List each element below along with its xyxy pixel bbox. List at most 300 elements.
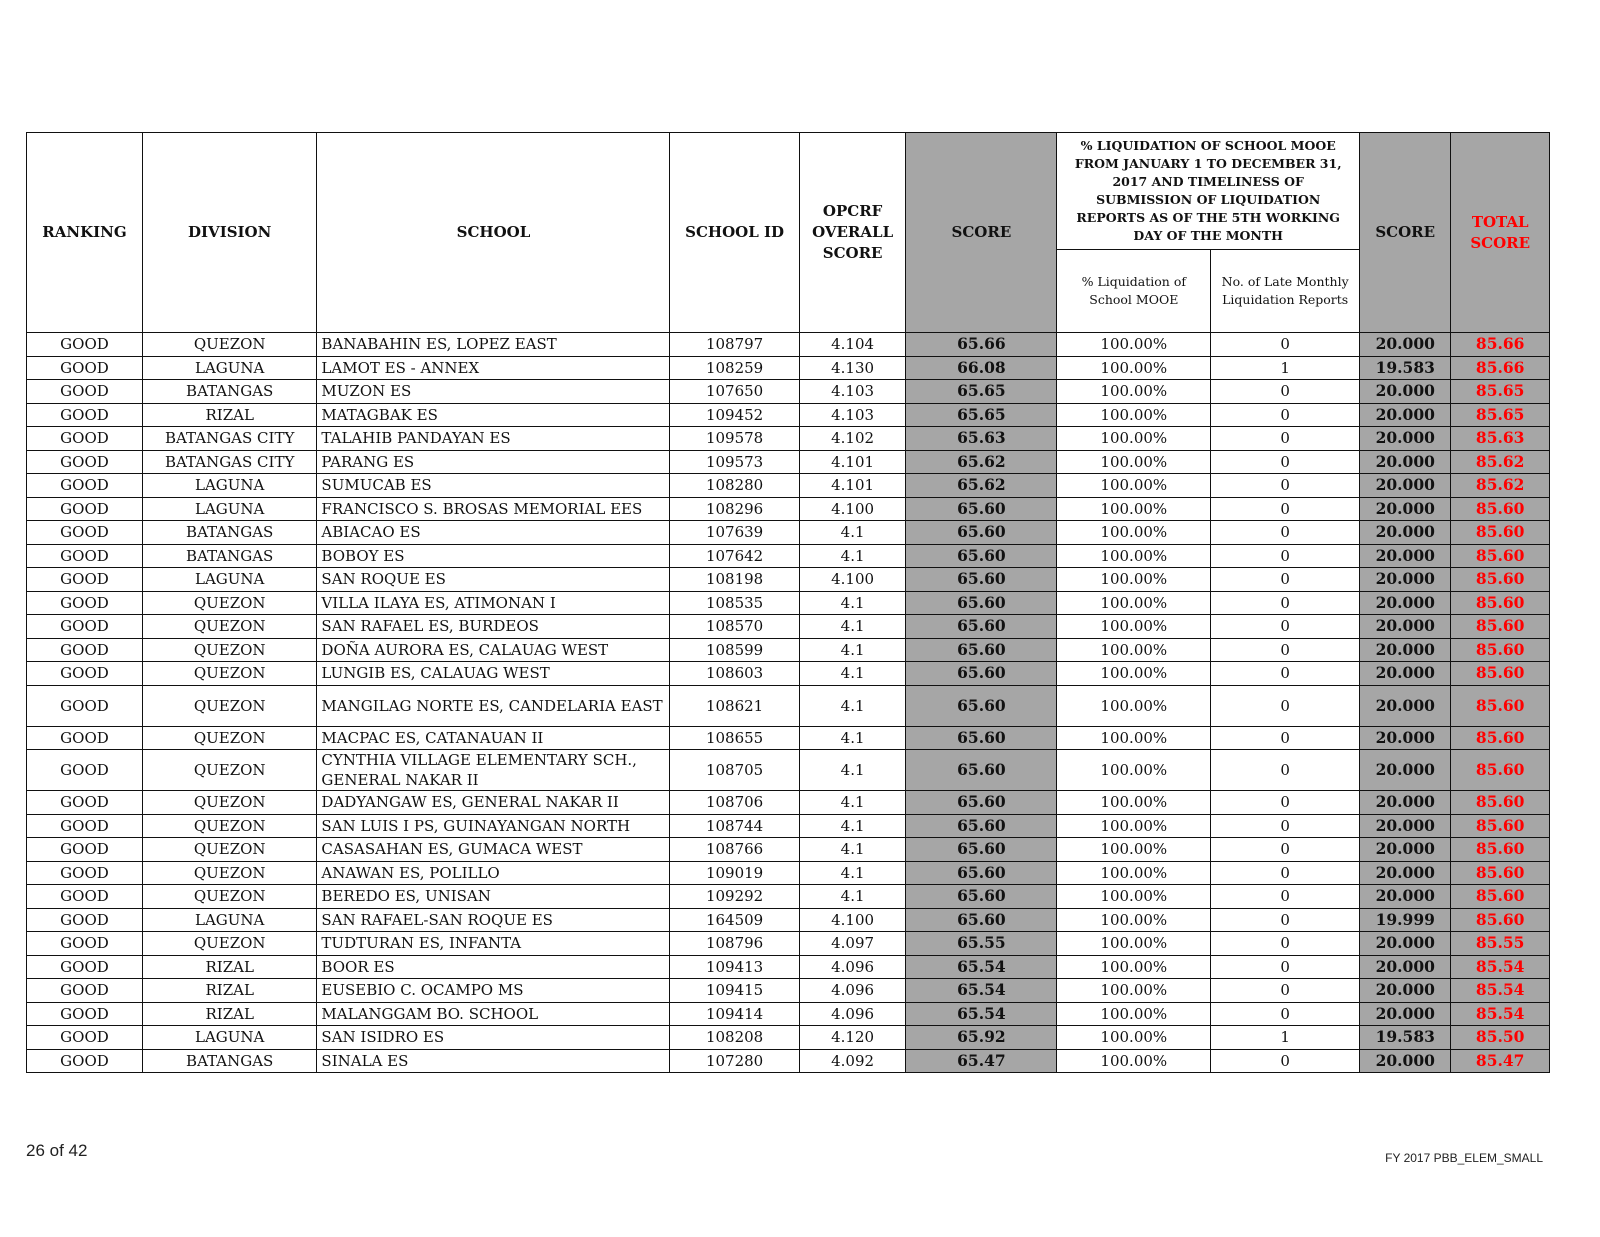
cell-opcrf: 4.1 (799, 885, 906, 909)
cell-opcrf: 4.1 (799, 861, 906, 885)
cell-late-reports: 0 (1211, 638, 1360, 662)
header-late-reports: No. of Late Monthly Liquidation Reports (1211, 250, 1360, 333)
cell-total-score: 85.60 (1451, 544, 1550, 568)
cell-school: SAN ROQUE ES (317, 568, 670, 592)
cell-total-score: 85.60 (1451, 861, 1550, 885)
cell-liquidation: 100.00% (1057, 1002, 1211, 1026)
cell-score2: 20.000 (1360, 568, 1451, 592)
cell-opcrf: 4.103 (799, 380, 906, 404)
cell-late-reports: 1 (1211, 356, 1360, 380)
cell-division: BATANGAS CITY (142, 427, 316, 451)
cell-score: 65.60 (906, 521, 1057, 545)
cell-liquidation: 100.00% (1057, 356, 1211, 380)
cell-school-id: 108603 (670, 662, 799, 686)
cell-school: BANABAHIN ES, LOPEZ EAST (317, 333, 670, 357)
cell-total-score: 85.66 (1451, 333, 1550, 357)
cell-score2: 19.999 (1360, 908, 1451, 932)
cell-total-score: 85.60 (1451, 521, 1550, 545)
cell-late-reports: 0 (1211, 474, 1360, 498)
table-row (27, 380, 1550, 404)
cell-total-score: 85.63 (1451, 427, 1550, 451)
cell-score: 65.60 (906, 750, 1057, 791)
cell-score: 65.47 (906, 1049, 1057, 1073)
cell-score2: 20.000 (1360, 544, 1451, 568)
cell-opcrf: 4.1 (799, 685, 906, 726)
cell-school: LAMOT ES - ANNEX (317, 356, 670, 380)
cell-late-reports: 0 (1211, 1049, 1360, 1073)
cell-late-reports: 0 (1211, 403, 1360, 427)
cell-school-id: 109292 (670, 885, 799, 909)
cell-liquidation: 100.00% (1057, 908, 1211, 932)
cell-total-score: 85.55 (1451, 932, 1550, 956)
cell-opcrf: 4.092 (799, 1049, 906, 1073)
cell-score: 65.60 (906, 791, 1057, 815)
cell-score2: 20.000 (1360, 380, 1451, 404)
cell-opcrf: 4.104 (799, 333, 906, 357)
cell-liquidation: 100.00% (1057, 662, 1211, 686)
cell-total-score: 85.60 (1451, 726, 1550, 750)
cell-liquidation: 100.00% (1057, 615, 1211, 639)
cell-ranking: GOOD (27, 838, 143, 862)
cell-school-id: 109019 (670, 861, 799, 885)
cell-total-score: 85.60 (1451, 662, 1550, 686)
cell-school-id: 109452 (670, 403, 799, 427)
cell-school: MACPAC ES, CATANAUAN II (317, 726, 670, 750)
cell-division: LAGUNA (142, 908, 316, 932)
cell-division: RIZAL (142, 1002, 316, 1026)
cell-total-score: 85.60 (1451, 908, 1550, 932)
cell-score: 65.65 (906, 403, 1057, 427)
cell-total-score: 85.60 (1451, 885, 1550, 909)
cell-late-reports: 0 (1211, 662, 1360, 686)
cell-score2: 20.000 (1360, 662, 1451, 686)
cell-total-score: 85.50 (1451, 1026, 1550, 1050)
cell-school: MALANGGAM BO. SCHOOL (317, 1002, 670, 1026)
table-row (27, 568, 1550, 592)
cell-score2: 20.000 (1360, 885, 1451, 909)
cell-ranking: GOOD (27, 955, 143, 979)
cell-total-score: 85.62 (1451, 474, 1550, 498)
cell-school-id: 108280 (670, 474, 799, 498)
table-row (27, 356, 1550, 380)
cell-school: TUDTURAN ES, INFANTA (317, 932, 670, 956)
cell-ranking: GOOD (27, 450, 143, 474)
cell-opcrf: 4.1 (799, 662, 906, 686)
table-row (27, 1026, 1550, 1050)
cell-opcrf: 4.1 (799, 814, 906, 838)
cell-late-reports: 0 (1211, 544, 1360, 568)
cell-total-score: 85.60 (1451, 638, 1550, 662)
cell-division: LAGUNA (142, 1026, 316, 1050)
table-row (27, 908, 1550, 932)
cell-liquidation: 100.00% (1057, 814, 1211, 838)
cell-liquidation: 100.00% (1057, 685, 1211, 726)
cell-score2: 20.000 (1360, 979, 1451, 1003)
cell-score2: 20.000 (1360, 497, 1451, 521)
cell-total-score: 85.65 (1451, 403, 1550, 427)
cell-total-score: 85.60 (1451, 814, 1550, 838)
cell-late-reports: 0 (1211, 521, 1360, 545)
table-row (27, 521, 1550, 545)
cell-score: 65.60 (906, 638, 1057, 662)
cell-school: BOOR ES (317, 955, 670, 979)
cell-late-reports: 0 (1211, 932, 1360, 956)
cell-school: SAN LUIS I PS, GUINAYANGAN NORTH (317, 814, 670, 838)
cell-late-reports: 0 (1211, 955, 1360, 979)
cell-late-reports: 0 (1211, 427, 1360, 451)
cell-school: TALAHIB PANDAYAN ES (317, 427, 670, 451)
cell-opcrf: 4.1 (799, 544, 906, 568)
cell-liquidation: 100.00% (1057, 427, 1211, 451)
cell-division: LAGUNA (142, 497, 316, 521)
cell-school-id: 108535 (670, 591, 799, 615)
cell-ranking: GOOD (27, 521, 143, 545)
cell-score: 65.66 (906, 333, 1057, 357)
cell-late-reports: 1 (1211, 1026, 1360, 1050)
cell-opcrf: 4.1 (799, 591, 906, 615)
table-header (27, 133, 1550, 333)
cell-opcrf: 4.096 (799, 955, 906, 979)
cell-late-reports: 0 (1211, 450, 1360, 474)
cell-liquidation: 100.00% (1057, 726, 1211, 750)
table-row (27, 427, 1550, 451)
cell-late-reports: 0 (1211, 568, 1360, 592)
cell-opcrf: 4.096 (799, 1002, 906, 1026)
cell-score: 65.60 (906, 544, 1057, 568)
cell-score: 65.55 (906, 932, 1057, 956)
cell-score: 65.54 (906, 1002, 1057, 1026)
cell-score2: 20.000 (1360, 403, 1451, 427)
cell-ranking: GOOD (27, 474, 143, 498)
document-id: FY 2017 PBB_ELEM_SMALL (1385, 1151, 1543, 1165)
cell-ranking: GOOD (27, 380, 143, 404)
cell-school: MANGILAG NORTE ES, CANDELARIA EAST (317, 685, 670, 726)
table-body (27, 333, 1550, 1073)
table-row (27, 685, 1550, 726)
cell-score2: 20.000 (1360, 427, 1451, 451)
cell-late-reports: 0 (1211, 979, 1360, 1003)
cell-score: 65.60 (906, 885, 1057, 909)
cell-liquidation: 100.00% (1057, 979, 1211, 1003)
cell-total-score: 85.60 (1451, 750, 1550, 791)
table-row (27, 791, 1550, 815)
cell-score2: 20.000 (1360, 685, 1451, 726)
cell-division: QUEZON (142, 615, 316, 639)
cell-score: 65.60 (906, 838, 1057, 862)
cell-ranking: GOOD (27, 791, 143, 815)
cell-ranking: GOOD (27, 1049, 143, 1073)
ranking-table (26, 132, 1550, 1073)
cell-ranking: GOOD (27, 814, 143, 838)
cell-division: QUEZON (142, 791, 316, 815)
cell-ranking: GOOD (27, 1002, 143, 1026)
cell-school-id: 108705 (670, 750, 799, 791)
cell-late-reports: 0 (1211, 838, 1360, 862)
table-row (27, 333, 1550, 357)
cell-liquidation: 100.00% (1057, 791, 1211, 815)
cell-score2: 20.000 (1360, 932, 1451, 956)
cell-score: 65.54 (906, 955, 1057, 979)
cell-liquidation: 100.00% (1057, 568, 1211, 592)
cell-opcrf: 4.1 (799, 750, 906, 791)
cell-ranking: GOOD (27, 750, 143, 791)
cell-score: 66.08 (906, 356, 1057, 380)
table-row (27, 403, 1550, 427)
cell-score2: 19.583 (1360, 1026, 1451, 1050)
cell-school: CASASAHAN ES, GUMACA WEST (317, 838, 670, 862)
cell-division: BATANGAS (142, 380, 316, 404)
cell-late-reports: 0 (1211, 908, 1360, 932)
cell-liquidation: 100.00% (1057, 544, 1211, 568)
cell-school: DADYANGAW ES, GENERAL NAKAR II (317, 791, 670, 815)
cell-total-score: 85.62 (1451, 450, 1550, 474)
cell-division: QUEZON (142, 814, 316, 838)
cell-total-score: 85.47 (1451, 1049, 1550, 1073)
cell-score: 65.60 (906, 615, 1057, 639)
cell-late-reports: 0 (1211, 1002, 1360, 1026)
cell-ranking: GOOD (27, 356, 143, 380)
table-row (27, 638, 1550, 662)
cell-total-score: 85.60 (1451, 615, 1550, 639)
cell-score2: 20.000 (1360, 474, 1451, 498)
cell-opcrf: 4.100 (799, 908, 906, 932)
header-school-id: SCHOOL ID (670, 133, 799, 333)
cell-score: 65.62 (906, 474, 1057, 498)
cell-late-reports: 0 (1211, 726, 1360, 750)
table-row (27, 955, 1550, 979)
cell-school: SUMUCAB ES (317, 474, 670, 498)
cell-opcrf: 4.097 (799, 932, 906, 956)
cell-school-id: 108706 (670, 791, 799, 815)
cell-school: LUNGIB ES, CALAUAG WEST (317, 662, 670, 686)
cell-school-id: 107650 (670, 380, 799, 404)
cell-school: BOBOY ES (317, 544, 670, 568)
cell-school-id: 108259 (670, 356, 799, 380)
cell-liquidation: 100.00% (1057, 838, 1211, 862)
cell-school-id: 108296 (670, 497, 799, 521)
table-row (27, 474, 1550, 498)
cell-school: VILLA ILAYA ES, ATIMONAN I (317, 591, 670, 615)
cell-opcrf: 4.1 (799, 838, 906, 862)
header-school: SCHOOL (317, 133, 670, 333)
cell-score2: 20.000 (1360, 750, 1451, 791)
cell-opcrf: 4.130 (799, 356, 906, 380)
cell-school: MUZON ES (317, 380, 670, 404)
cell-opcrf: 4.096 (799, 979, 906, 1003)
cell-total-score: 85.54 (1451, 1002, 1550, 1026)
cell-score2: 20.000 (1360, 838, 1451, 862)
cell-score2: 20.000 (1360, 861, 1451, 885)
cell-ranking: GOOD (27, 662, 143, 686)
table-row (27, 1049, 1550, 1073)
cell-score: 65.62 (906, 450, 1057, 474)
table-row (27, 497, 1550, 521)
table-row (27, 615, 1550, 639)
table-row (27, 838, 1550, 862)
cell-division: LAGUNA (142, 356, 316, 380)
cell-total-score: 85.60 (1451, 568, 1550, 592)
cell-division: LAGUNA (142, 474, 316, 498)
cell-liquidation: 100.00% (1057, 591, 1211, 615)
cell-opcrf: 4.1 (799, 638, 906, 662)
cell-late-reports: 0 (1211, 791, 1360, 815)
cell-opcrf: 4.120 (799, 1026, 906, 1050)
header-liquidation-title: % LIQUIDATION OF SCHOOL MOOE FROM JANUARY 1 TO DECEMBER 31, 2017 AND TIMELINESS OF SUBMISSION OF LIQUIDATION REPORTS AS OF THE 5TH WORKING DAY OF THE MONTH (1057, 133, 1360, 250)
cell-school: PARANG ES (317, 450, 670, 474)
cell-score: 65.92 (906, 1026, 1057, 1050)
cell-ranking: GOOD (27, 726, 143, 750)
cell-division: QUEZON (142, 662, 316, 686)
table-row (27, 932, 1550, 956)
cell-score: 65.63 (906, 427, 1057, 451)
table-row (27, 544, 1550, 568)
cell-school: MATAGBAK ES (317, 403, 670, 427)
cell-division: BATANGAS CITY (142, 450, 316, 474)
cell-score: 65.60 (906, 685, 1057, 726)
cell-school-id: 109414 (670, 1002, 799, 1026)
cell-school-id: 108570 (670, 615, 799, 639)
cell-score2: 20.000 (1360, 591, 1451, 615)
cell-school: SINALA ES (317, 1049, 670, 1073)
cell-school: CYNTHIA VILLAGE ELEMENTARY SCH., GENERAL NAKAR II (317, 750, 670, 791)
cell-total-score: 85.60 (1451, 497, 1550, 521)
cell-score: 65.60 (906, 861, 1057, 885)
table-row (27, 450, 1550, 474)
cell-division: RIZAL (142, 979, 316, 1003)
cell-opcrf: 4.101 (799, 450, 906, 474)
cell-ranking: GOOD (27, 861, 143, 885)
cell-school: ABIACAO ES (317, 521, 670, 545)
table-row (27, 979, 1550, 1003)
cell-opcrf: 4.103 (799, 403, 906, 427)
cell-score: 65.60 (906, 814, 1057, 838)
cell-ranking: GOOD (27, 885, 143, 909)
table-row (27, 591, 1550, 615)
table-row (27, 662, 1550, 686)
cell-liquidation: 100.00% (1057, 955, 1211, 979)
cell-school-id: 109415 (670, 979, 799, 1003)
table-row (27, 1002, 1550, 1026)
cell-liquidation: 100.00% (1057, 1026, 1211, 1050)
cell-total-score: 85.60 (1451, 591, 1550, 615)
cell-liquidation: 100.00% (1057, 861, 1211, 885)
cell-liquidation: 100.00% (1057, 403, 1211, 427)
cell-ranking: GOOD (27, 932, 143, 956)
cell-total-score: 85.60 (1451, 838, 1550, 862)
cell-division: QUEZON (142, 685, 316, 726)
cell-late-reports: 0 (1211, 750, 1360, 791)
cell-late-reports: 0 (1211, 685, 1360, 726)
cell-liquidation: 100.00% (1057, 474, 1211, 498)
cell-school-id: 108796 (670, 932, 799, 956)
cell-school-id: 107280 (670, 1049, 799, 1073)
cell-ranking: GOOD (27, 615, 143, 639)
cell-division: LAGUNA (142, 568, 316, 592)
cell-opcrf: 4.101 (799, 474, 906, 498)
cell-school: BEREDO ES, UNISAN (317, 885, 670, 909)
cell-total-score: 85.54 (1451, 955, 1550, 979)
cell-score: 65.60 (906, 908, 1057, 932)
cell-division: QUEZON (142, 750, 316, 791)
cell-school-id: 107642 (670, 544, 799, 568)
cell-score2: 20.000 (1360, 615, 1451, 639)
cell-division: QUEZON (142, 726, 316, 750)
header-score: SCORE (906, 133, 1057, 333)
cell-score: 65.60 (906, 726, 1057, 750)
cell-liquidation: 100.00% (1057, 1049, 1211, 1073)
cell-score2: 20.000 (1360, 521, 1451, 545)
cell-division: QUEZON (142, 932, 316, 956)
cell-late-reports: 0 (1211, 591, 1360, 615)
header-liquidation-pct: % Liquidation of School MOOE (1057, 250, 1211, 333)
cell-score2: 20.000 (1360, 955, 1451, 979)
cell-school: FRANCISCO S. BROSAS MEMORIAL EES (317, 497, 670, 521)
header-score2: SCORE (1360, 133, 1451, 333)
cell-opcrf: 4.102 (799, 427, 906, 451)
cell-liquidation: 100.00% (1057, 932, 1211, 956)
cell-score2: 20.000 (1360, 814, 1451, 838)
cell-school: ANAWAN ES, POLILLO (317, 861, 670, 885)
cell-late-reports: 0 (1211, 615, 1360, 639)
cell-school: SAN RAFAEL-SAN ROQUE ES (317, 908, 670, 932)
page-number: 26 of 42 (26, 1141, 88, 1160)
table-row (27, 726, 1550, 750)
cell-total-score: 85.54 (1451, 979, 1550, 1003)
cell-liquidation: 100.00% (1057, 380, 1211, 404)
cell-ranking: GOOD (27, 1026, 143, 1050)
cell-score2: 20.000 (1360, 1049, 1451, 1073)
cell-liquidation: 100.00% (1057, 497, 1211, 521)
cell-late-reports: 0 (1211, 380, 1360, 404)
cell-school-id: 108655 (670, 726, 799, 750)
cell-opcrf: 4.1 (799, 791, 906, 815)
cell-liquidation: 100.00% (1057, 750, 1211, 791)
cell-school: DOÑA AURORA ES, CALAUAG WEST (317, 638, 670, 662)
cell-opcrf: 4.1 (799, 726, 906, 750)
cell-liquidation: 100.00% (1057, 333, 1211, 357)
cell-opcrf: 4.100 (799, 568, 906, 592)
cell-school-id: 108208 (670, 1026, 799, 1050)
cell-score2: 20.000 (1360, 638, 1451, 662)
cell-score: 65.60 (906, 497, 1057, 521)
cell-school-id: 108621 (670, 685, 799, 726)
cell-score2: 20.000 (1360, 1002, 1451, 1026)
cell-liquidation: 100.00% (1057, 521, 1211, 545)
cell-opcrf: 4.100 (799, 497, 906, 521)
cell-ranking: GOOD (27, 333, 143, 357)
cell-ranking: GOOD (27, 979, 143, 1003)
cell-ranking: GOOD (27, 544, 143, 568)
cell-liquidation: 100.00% (1057, 638, 1211, 662)
cell-school-id: 108797 (670, 333, 799, 357)
cell-ranking: GOOD (27, 685, 143, 726)
cell-ranking: GOOD (27, 427, 143, 451)
cell-total-score: 85.65 (1451, 380, 1550, 404)
header-ranking: RANKING (27, 133, 143, 333)
cell-late-reports: 0 (1211, 497, 1360, 521)
cell-division: QUEZON (142, 591, 316, 615)
cell-late-reports: 0 (1211, 885, 1360, 909)
cell-ranking: GOOD (27, 403, 143, 427)
cell-school-id: 109413 (670, 955, 799, 979)
cell-score: 65.65 (906, 380, 1057, 404)
cell-division: QUEZON (142, 638, 316, 662)
cell-division: BATANGAS (142, 544, 316, 568)
cell-school: SAN ISIDRO ES (317, 1026, 670, 1050)
cell-score: 65.54 (906, 979, 1057, 1003)
cell-opcrf: 4.1 (799, 521, 906, 545)
cell-division: QUEZON (142, 333, 316, 357)
